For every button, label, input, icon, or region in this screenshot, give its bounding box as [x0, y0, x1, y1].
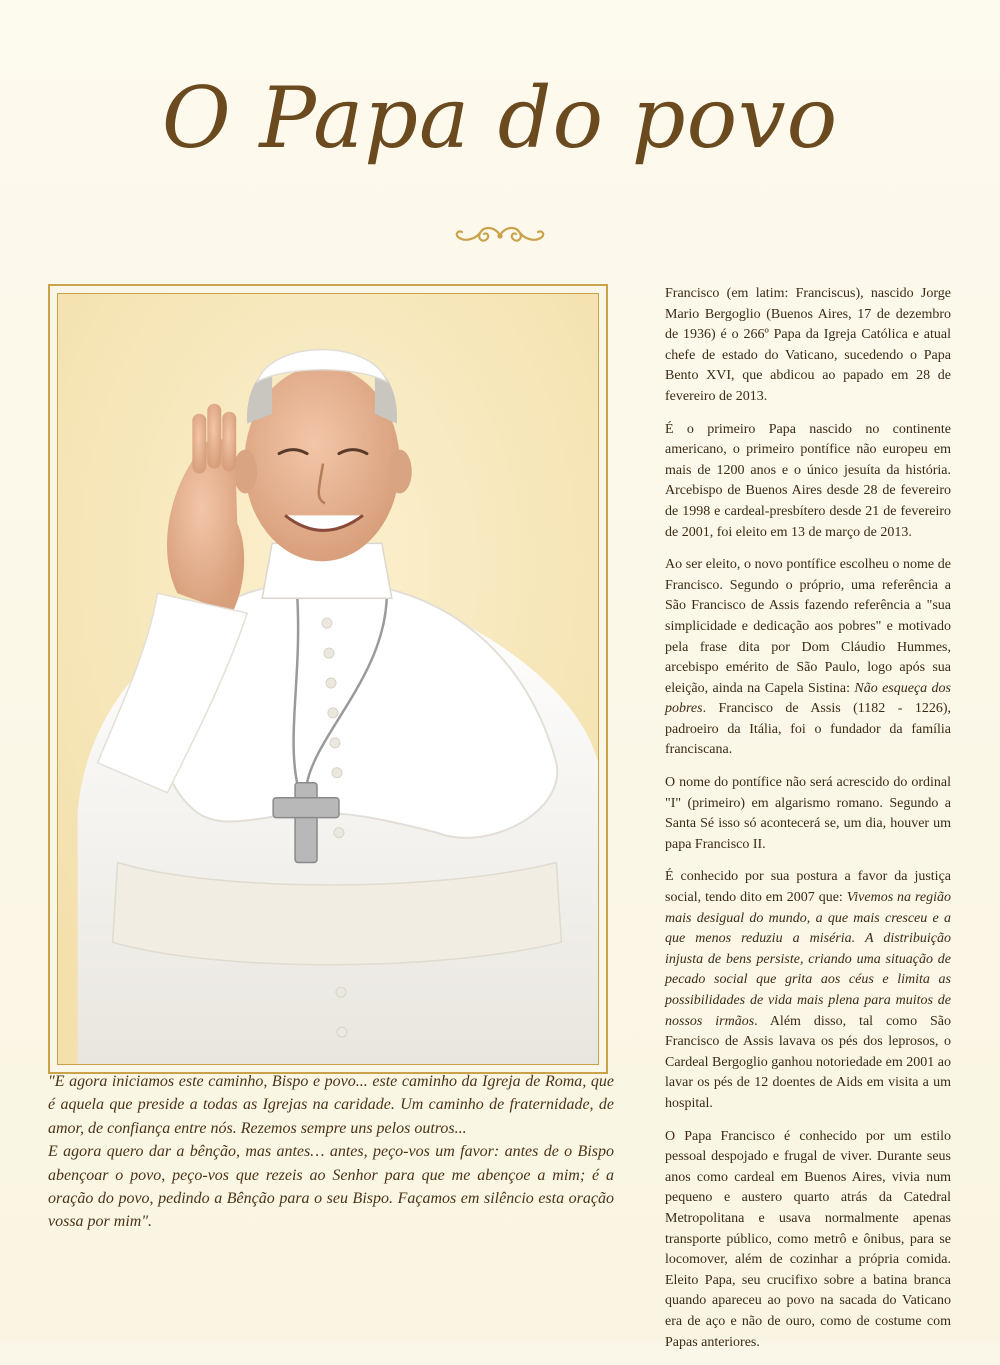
article-emphasis: Vivemos na região mais desigual do mundo, a que mais cresceu e a que menos reduziu a miséria. A distribuição injusta de bens persiste, criando uma situação de pecado social que grita aos céus e limita as possibilidades de vida mais plena para muitos de nossos irmãos	[665, 890, 952, 1029]
quote-paragraph: "E agora iniciamos este caminho, Bispo e povo... este caminho da Igreja de Roma, que é aquela que preside a todas as Igrejas na caridade. Um caminho de fraternidade, de amor, de confiança entre nós. Rezemos sempre uns pelos outros...	[48, 1073, 614, 1137]
photo-frame	[48, 284, 608, 1074]
article-paragraph: O nome do pontífice não será acrescido do ordinal "I" (primeiro) em algarismo romano. Segundo a Santa Sé isso só acontecerá se, um dia, houver um papa Francisco II.	[665, 775, 951, 852]
article-paragraph: É o primeiro Papa nascido no continente americano, o primeiro pontífice não europeu em mais de 1200 anos e o único jesuíta da história. Arcebispo de Buenos Aires desde 28 de fevereiro de 1998 e cardeal-presbítero desde 21 de fevereiro de 2001, foi eleito em 13 de março de 2013.	[665, 421, 951, 540]
article-text: É conhecido por sua postura a favor da justiça social, tendo dito em 2007 que:	[665, 869, 951, 906]
quote-block	[48, 1070, 614, 1234]
photo-container	[57, 293, 599, 1065]
article-paragraph	[665, 867, 951, 1114]
article-paragraph: O Papa Francisco é conhecido por um estilo pessoal despojado e frugal de viver. Durante seus anos como cardeal em Buenos Aires, vivia num pequeno e austero quarto atrás da Catedral Metropolitana e usava normalmente apenas transporte público, como metrô e ônibus, para se locomover, além de cozinhar a própria comida. Eleito Papa, seu crucifixo sobre a batina branca quando apareceu ao povo na sacada do Vaticano era de aço e não de ouro, como de costume com Papas anteriores.	[665, 1128, 951, 1350]
article-text: . Além disso, tal como São Francisco de Assis lavava os pés dos leprosos, o Cardeal Bergoglio ganhou notoriedade em 2001 ao lavar os pés de 12 doentes de Aids em visita a um hospital.	[665, 1013, 951, 1111]
article-text: Ao ser eleito, o novo pontífice escolheu o nome de Francisco. Segundo o próprio, uma referência a São Francisco de Assis fazendo referência a "sua simplicidade e dedicação aos pobres" e motivado pela frase dita por Dom Cláudio Hummes, arcebispo emérito de São Paulo, logo após sua eleição, ainda na Capela Sistina:	[665, 557, 951, 696]
quote-paragraph: E agora quero dar a bênção, mas antes… antes, peço-vos um favor: antes de o Bispo abençoar o povo, peço-vos que rezeis ao Senhor para que me abençoe a mim; é a oração do povo, pedindo a Bênção para o seu Bispo. Façamos em silêncio esta oração vossa por mim".	[48, 1143, 614, 1231]
article-body	[665, 284, 951, 1365]
pope-portrait	[58, 294, 598, 1064]
article-paragraph	[665, 555, 951, 761]
article-emphasis: Não esqueça dos pobres	[665, 680, 951, 717]
article-paragraph: Francisco (em latim: Franciscus), nascido Jorge Mario Bergoglio (Buenos Aires, 17 de dezembro de 1936) é o 266º Papa da Igreja Católica e atual chefe de estado do Vaticano, sucedendo o Papa Bento XVI, que abdicou ao papado em 28 de fevereiro de 2013.	[665, 286, 951, 404]
article-text: . Francisco de Assis (1182 - 1226), padroeiro da Itália, foi o fundador da família franciscana.	[665, 701, 951, 758]
page-title: O Papa do povo	[161, 69, 839, 167]
flourish-divider-icon	[450, 220, 550, 250]
